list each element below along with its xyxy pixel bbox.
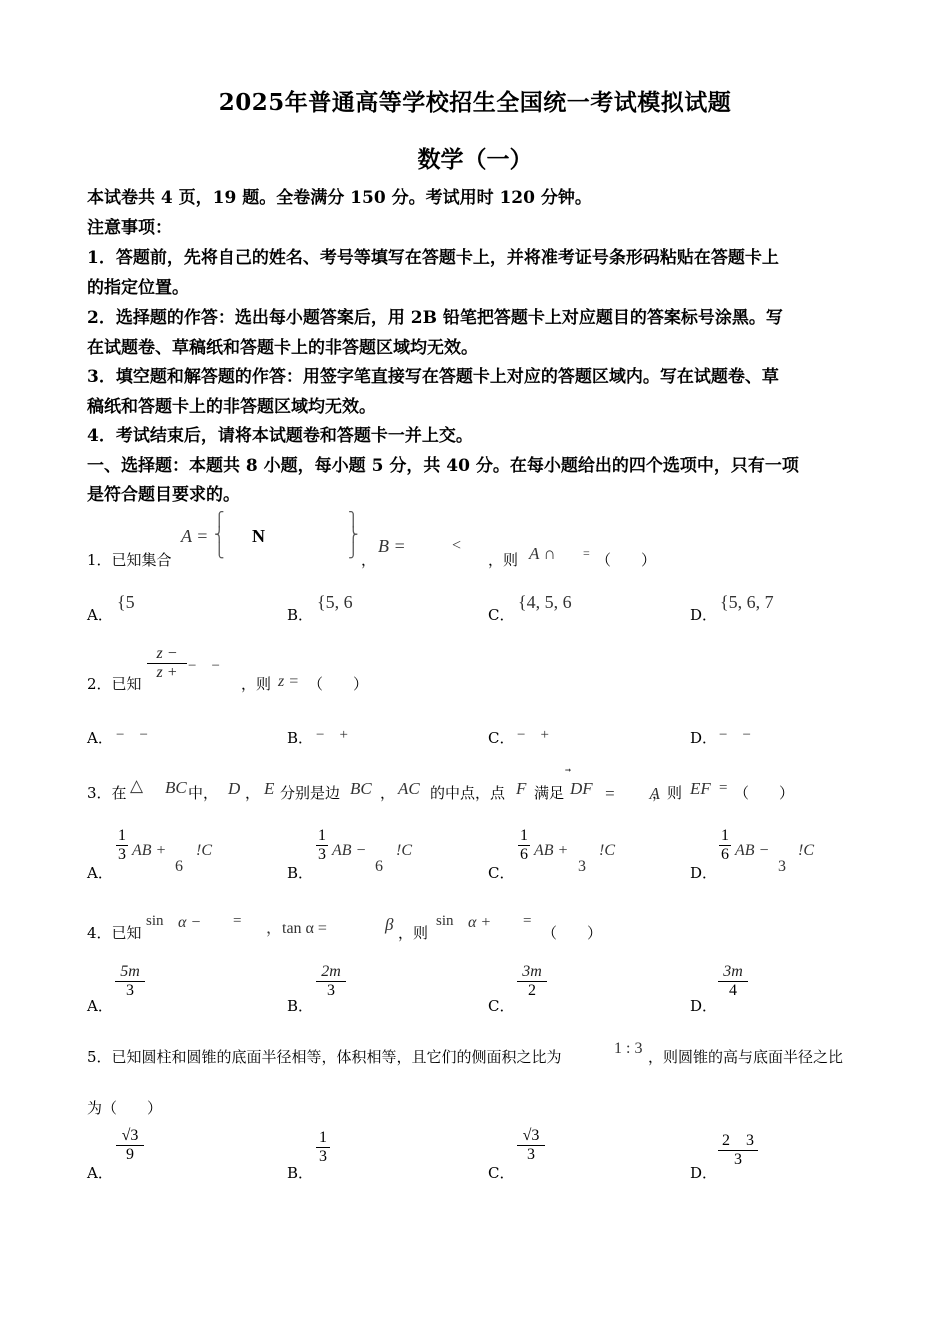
q1-right-brace-icon: ⎫ [348,513,359,528]
exam-subtitle: 数学（一） [417,146,533,173]
q3-vector-ef: EF [690,779,711,798]
q1-right-brace-bottom-icon: ⎭ [348,544,359,559]
q2-frac-num: z − [156,645,178,662]
q3-option-d-term2: !C [798,842,814,859]
q4-alpha-minus: α − [178,914,202,931]
q3-b-frac1-num: 1 [318,827,326,844]
q4-eq2: = [523,913,532,929]
q4-a-num: 5m [120,963,140,980]
q1-option-a-label: A． [87,606,113,624]
q4-sin2: sin [436,913,454,929]
q1-left-brace-mid-icon: ⎨ [214,528,225,543]
notice-heading: 注意事项： [87,218,172,238]
q4-c-num: 3m [522,963,542,980]
q5-c-den: 3 [527,1146,535,1163]
q3-option-c-term2: !C [599,842,615,859]
q1-set-a-natural: N [252,526,265,546]
q4-eq1: = [233,913,242,929]
q3-a-frac1-den: 3 [118,846,126,863]
q3-option-d-frac1 [719,827,731,864]
q1-option-a-value: {5 [117,592,135,612]
q2-option-c-value: − + [517,727,549,743]
q3-option-a-term1: AB + [132,842,167,859]
section1-line-b: 是符合题目要求的。 [87,485,240,505]
q3-option-a-label: A． [87,864,113,882]
q3-triangle-name: BC [165,778,187,797]
q2-option-c-label: C． [488,729,515,747]
q4-sin1: sin [146,913,164,929]
q5-line-b: 为（ ） [87,1099,163,1117]
q3-vector-df: DF [570,779,593,798]
q2-then: ，则 [241,675,272,693]
notice-item-2b: 在试题卷、草稿纸和答题卡上的非答题区域均无效。 [87,338,478,358]
notice-intro: 本试卷共 4 页，19 题。全卷满分 150 分。考试用时 120 分钟。 [87,188,592,208]
q2-paren: （ ） [308,675,369,693]
q5-a-num: √3 [121,1127,139,1144]
q4-prefix: 4．已知 [87,924,142,942]
q5-option-c-label: C． [488,1164,515,1182]
q4-b-den: 3 [327,982,335,999]
q1-option-b-label: B． [287,606,314,624]
q2-tail: − − [188,658,220,674]
q5-line-a-tail: ，则圆锥的高与底面半径之比 [648,1048,844,1066]
q4-d-den: 4 [729,982,737,999]
q3-side-ac: AC [398,779,420,798]
q3-mid1: 中， [188,784,219,802]
q3-side-bc: BC [350,779,372,798]
q5-option-a-frac [116,1127,144,1164]
q5-d-den: 3 [734,1151,742,1168]
q2-option-d-label: D． [690,729,718,747]
section1-line-a: 一、选择题：本题共 8 小题，每小题 5 分，共 40 分。在每小题给出的四个选项中，只有一项 [87,456,799,476]
q2-fraction [147,645,187,682]
q3-prefix: 3．在 [87,784,127,802]
q3-a-frac1-num: 1 [118,827,126,844]
notice-item-3a: 3．填空题和解答题的作答：用签字笔直接写在答题卡上对应的答题区域内。写在试题卷、草 [87,367,779,387]
q5-c-num: √3 [522,1127,540,1144]
q4-beta: β [385,915,394,934]
q3-mid2: 分别是边 [280,784,341,802]
q4-c-den: 2 [528,982,536,999]
q3-d-frac1-num: 1 [721,827,729,844]
q3-option-c-den2: 3 [578,858,586,875]
q3-comma-2: ， [380,784,396,802]
q3-triangle-icon: △ [130,776,144,795]
q2-option-a-label: A． [87,729,113,747]
q5-option-b-label: B． [287,1164,314,1182]
q3-comma: ， [245,784,261,802]
q3-paren: （ ） [734,784,795,802]
q1-then: ，则 [488,551,519,569]
q1-eq: = [583,546,590,560]
q4-option-d-label: D． [690,997,718,1015]
q1-option-c-label: C． [488,606,515,624]
q3-option-c-frac1 [518,827,530,864]
q4-alpha-plus: α + [468,914,492,931]
q3-option-b-frac1 [316,827,328,864]
q3-b-frac1-den: 3 [318,846,326,863]
q3-option-d-term1: AB − [735,842,770,859]
q1-left-brace-bottom-icon: ⎩ [214,544,225,559]
q3-option-b-term2: !C [396,842,412,859]
exam-title: 2025年普通高等学校招生全国统一考试模拟试题 [218,89,732,116]
q3-mid4: 满足 [534,784,565,802]
q1-paren: （ ） [596,551,657,569]
q3-option-b-den2: 6 [375,858,383,875]
q3-option-c-term1: AB + [534,842,569,859]
q4-option-b-frac [316,963,346,1000]
q1-option-c-value: {4, 5, 6 [518,592,572,612]
q5-line-a: 5．已知圆柱和圆锥的底面半径相等，体积相等，且它们的侧面积之比为 [87,1048,562,1066]
q4-option-a-frac [115,963,145,1000]
q3-point-e: E [264,779,275,798]
q4-d-num: 3m [723,963,743,980]
q4-option-c-frac [517,963,547,1000]
q2-option-b-value: − + [316,727,348,743]
q3-option-b-label: B． [287,864,314,882]
q1-set-b-label: B = [378,536,406,556]
q4-option-d-frac [718,963,748,1000]
q5-a-den: 9 [126,1146,134,1163]
q3-vector-eq: = A [604,784,660,803]
q3-d-frac1-den: 6 [721,846,729,863]
notice-item-3b: 稿纸和答题卡上的非答题区域均无效。 [87,397,376,417]
q2-expr: z = [278,673,300,690]
notice-item-4: 4．考试结束后，请将本试题卷和答题卡一并上交。 [87,426,473,446]
q3-point-f: F [516,779,527,798]
q5-option-d-frac [718,1127,758,1169]
q3-then: ，则 [652,784,683,802]
q1-prefix: 1．已知集合 [87,551,172,569]
q1-comma: ， [361,551,377,569]
q3-c-frac1-den: 6 [520,846,528,863]
notice-item-2a: 2．选择题的作答：选出每小题答案后，用 2B 铅笔把答题卡上对应题目的答案标号涂黑。写 [87,308,783,328]
q3-option-b-term1: AB − [332,842,367,859]
q3-eq: = [719,780,728,796]
q5-option-b-frac [316,1129,330,1166]
q5-d-num: 2 3 [721,1132,754,1149]
q2-frac-den: z + [156,664,178,681]
q4-a-den: 3 [126,982,134,999]
q1-left-brace-icon: ⎧ [214,513,225,528]
q4-option-c-label: C． [488,997,515,1015]
q4-paren: （ ） [542,924,603,942]
q4-option-a-label: A． [87,997,113,1015]
q1-set-a-label: A = [181,526,209,546]
q2-prefix: 2．已知 [87,675,142,693]
q1-option-d-value: {5, 6, 7 [720,592,774,612]
q2-option-d-value: − − [719,727,751,743]
q1-right-brace-mid-icon: ⎬ [348,528,359,543]
notice-item-1a: 1．答题前，先将自己的姓名、考号等填写在答题卡上，并将准考证号条形码粘贴在答题卡上 [87,248,779,268]
q4-b-num: 2m [321,963,341,980]
q3-option-a-frac1 [116,827,128,864]
q2-option-b-label: B． [287,729,314,747]
q5-option-a-label: A． [87,1164,113,1182]
q3-point-d: D [228,779,241,798]
q1-then-expr: A ∩ [529,544,556,563]
q2-option-a-value: − − [116,727,148,743]
q4-option-b-label: B． [287,997,314,1015]
notice-item-1b: 的指定位置。 [87,278,189,298]
q3-option-a-den2: 6 [175,858,183,875]
q5-b-den: 3 [319,1148,327,1165]
q4-tan: ，tan α = [266,920,327,937]
q1-option-d-label: D． [690,606,718,624]
q3-option-c-label: C． [488,864,515,882]
q5-option-d-label: D． [690,1164,718,1182]
q4-then: ，则 [398,924,429,942]
q3-option-d-den2: 3 [778,858,786,875]
q5-option-c-frac [517,1127,545,1164]
q5-b-num: 1 [319,1129,327,1146]
q5-ratio: 1 : 3 [614,1040,643,1057]
q3-option-d-label: D． [690,864,718,882]
q1-set-b-inner: < [452,537,462,554]
q3-option-a-term2: !C [196,842,212,859]
q1-option-b-value: {5, 6 [317,592,353,612]
q3-c-frac1-num: 1 [520,827,528,844]
q3-mid3: 的中点，点 [430,784,506,802]
